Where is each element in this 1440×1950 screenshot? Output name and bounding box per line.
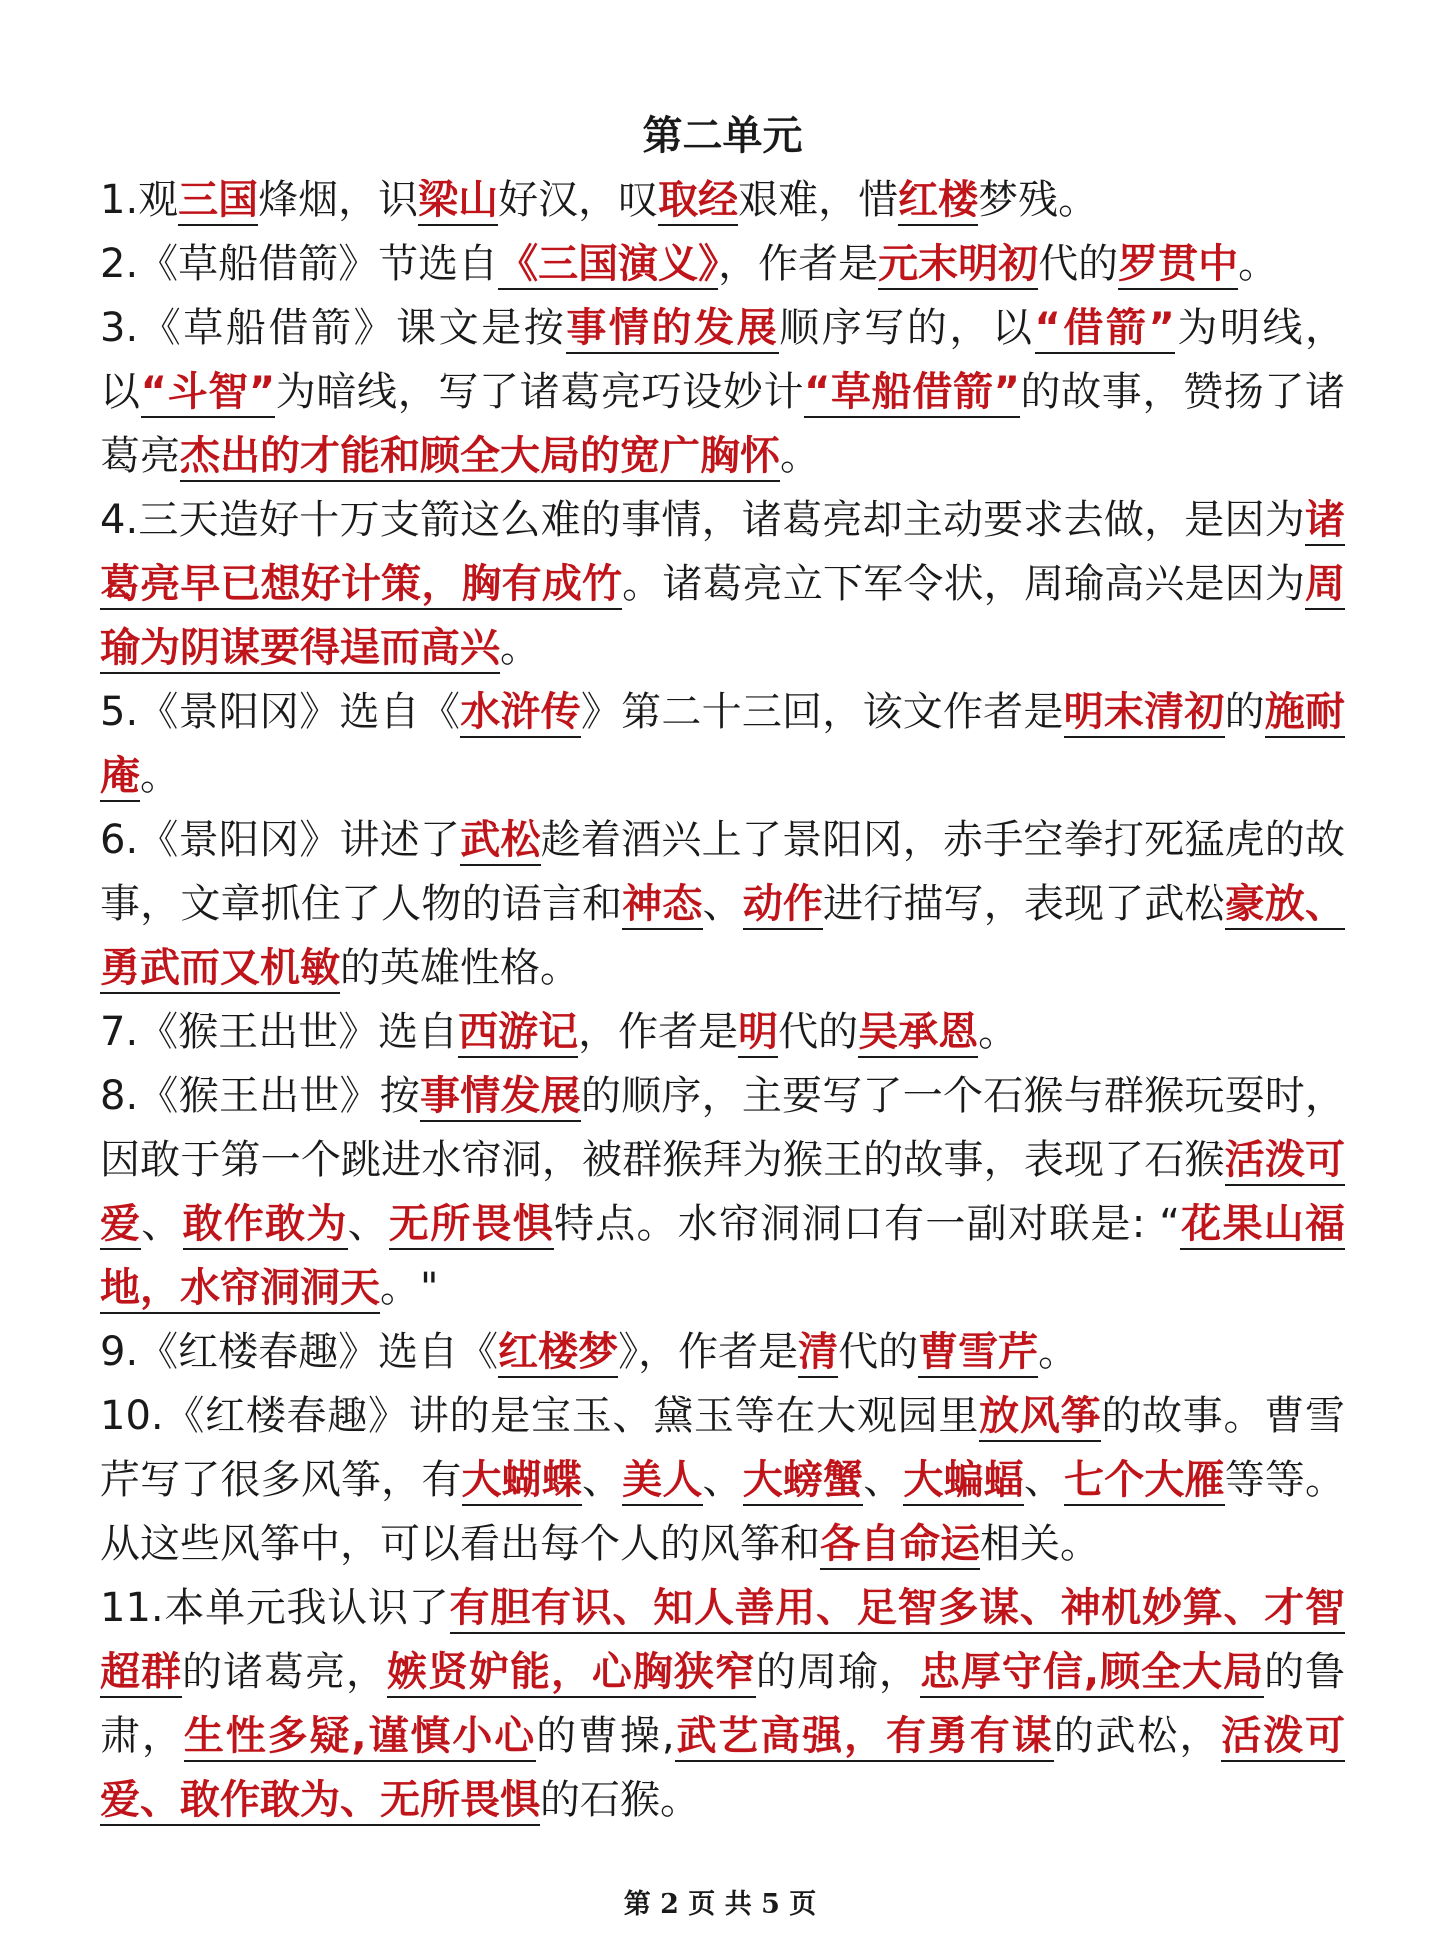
question-text: 、 (702, 881, 743, 927)
question-list (100, 168, 1345, 1832)
answer-fill: 明 (738, 1009, 778, 1058)
question-text: 4.三天造好十万支箭这么难的事情，诸葛亮却主动要求去做，是因为 (100, 497, 1305, 543)
answer-fill: 花果山福地，水帘洞洞天 (100, 1201, 1345, 1314)
answer-fill: 诸葛亮早已想好计策，胸有成竹 (100, 497, 1345, 610)
question-text: 7.《猴王出世》选自 (100, 1009, 459, 1055)
answer-fill: 周瑜为阴谋要得逞而高兴 (100, 561, 1345, 674)
question-text: 的鲁肃， (100, 1649, 1346, 1759)
answer-fill: 大蝙蝠 (903, 1457, 1024, 1506)
answer-fill: 水浒传 (460, 689, 581, 738)
question-text: 的英雄性格。 (340, 945, 580, 991)
answer-fill: 取经 (658, 177, 738, 226)
question-text: 、 (582, 1457, 623, 1503)
question-text: 、 (863, 1457, 904, 1503)
answer-fill: 三国 (178, 177, 258, 226)
question-text: 。 (500, 625, 540, 671)
answer-fill: “草船借箭” (804, 369, 1020, 418)
question-text: 顺序写的，以 (779, 305, 1035, 351)
answer-fill: 施耐庵 (100, 689, 1345, 802)
question-text: 、 (347, 1201, 389, 1247)
question-text: 为明线，以 (100, 305, 1346, 415)
question-text: 特点。水帘洞洞口有一副对联是: “ (554, 1201, 1180, 1247)
question-item-1 (100, 168, 1345, 232)
question-text: 、 (702, 1457, 743, 1503)
answer-fill: 神态 (622, 881, 702, 930)
question-text: 为暗线，写了诸葛亮巧设妙计 (275, 369, 805, 415)
answer-fill: 有胆有识、知人善用、足智多谋、神机妙算、才智超群 (100, 1585, 1345, 1698)
answer-fill: 忠厚守信,顾全大局 (920, 1649, 1264, 1698)
question-item-2 (100, 232, 1345, 296)
answer-fill: 吴承恩 (858, 1009, 978, 1058)
question-text: 的周瑜， (755, 1649, 920, 1695)
question-text: 代的 (838, 1329, 919, 1375)
question-text: 1.观 (100, 177, 179, 223)
question-text: 等等。从这些风筝中，可以看出每个人的风筝和 (100, 1457, 1346, 1567)
question-text: 进行描写，表现了武松 (823, 881, 1225, 927)
question-text: 的故事。曹雪芹写了很多风筝，有 (100, 1393, 1345, 1503)
question-item-4 (100, 488, 1345, 680)
answer-fill: 活泼可爱 (100, 1137, 1345, 1250)
question-text: 》第二十三回，该文作者是 (580, 689, 1064, 735)
question-text: ，作者是 (578, 1009, 739, 1055)
answer-fill: 元末明初 (878, 241, 1038, 290)
answer-fill: “借箭” (1035, 305, 1175, 354)
question-text: 代的 (778, 1009, 859, 1055)
answer-fill: 罗贯中 (1118, 241, 1238, 290)
answer-fill: 生性多疑,谨慎小心 (184, 1713, 536, 1762)
answer-fill: “斗智” (141, 369, 276, 418)
answer-fill: 红楼 (898, 177, 978, 226)
question-text: 。 (780, 433, 820, 479)
question-text: 11.本单元我认识了 (100, 1585, 450, 1631)
answer-fill: 敢作敢为 (183, 1201, 348, 1250)
question-text: 3.《草船借箭》课文是按 (100, 305, 567, 351)
answer-fill: 曹雪芹 (918, 1329, 1038, 1378)
answer-fill: 放风筝 (979, 1393, 1101, 1442)
answer-fill: 大螃蟹 (743, 1457, 864, 1506)
answer-fill: 七个大雁 (1064, 1457, 1225, 1506)
question-text: 。诸葛亮立下军令状，周瑜高兴是因为 (622, 561, 1306, 607)
question-text: 的石猴。 (540, 1777, 700, 1823)
question-text: 、 (141, 1201, 183, 1247)
answer-fill: 武艺高强，有勇有谋 (675, 1713, 1054, 1762)
question-item-6 (100, 808, 1345, 1000)
answer-fill: 豪放、勇武而又机敏 (100, 881, 1345, 994)
question-text: 6.《景阳冈》讲述了 (100, 817, 461, 863)
answer-fill: 大蝴蝶 (462, 1457, 583, 1506)
answer-fill: 动作 (743, 881, 823, 930)
page-footer: 第 2 页 共 5 页 (623, 1889, 817, 1920)
question-text: 。" (380, 1265, 439, 1311)
question-text: 的诸葛亮， (182, 1649, 387, 1695)
question-item-7 (100, 1000, 1345, 1064)
answer-fill: 杰出的才能和顾全大局的宽广胸怀 (180, 433, 780, 482)
question-text: 5.《景阳冈》选自《 (100, 689, 461, 735)
question-text: 的故事，赞扬了诸葛亮 (100, 369, 1346, 479)
answer-fill: 武松 (460, 817, 540, 866)
question-text: 。 (978, 1009, 1019, 1055)
question-item-9 (100, 1320, 1345, 1384)
question-text: 烽烟，识 (258, 177, 419, 223)
answer-fill: 事情发展 (420, 1073, 581, 1122)
question-text: 。 (1038, 1329, 1079, 1375)
answer-fill: 《三国演义》 (498, 241, 718, 290)
question-text: 。 (1238, 241, 1279, 287)
document-page (100, 104, 1345, 1832)
answer-fill: 梁山 (418, 177, 498, 226)
question-text: 。 (140, 753, 180, 799)
answer-fill: 事情的发展 (566, 305, 779, 354)
question-text: 的顺序，主要写了一个石猴与群猴玩耍时，因敢于第一个跳进水帘洞，被群猴拜为猴王的故事，表现了石猴 (100, 1073, 1346, 1183)
answer-fill: 无所畏惧 (389, 1201, 554, 1250)
question-text: 8.《猴王出世》按 (100, 1073, 420, 1119)
question-item-10 (100, 1384, 1345, 1576)
question-text: 的武松， (1053, 1713, 1222, 1759)
answer-fill: 活泼可爱、敢作敢为、无所畏惧 (100, 1713, 1345, 1826)
question-text: 好汉，叹 (498, 177, 659, 223)
answer-fill: 嫉贤妒能，心胸狭窄 (387, 1649, 756, 1698)
question-text: 的 (1224, 689, 1265, 735)
answer-fill: 美人 (622, 1457, 702, 1506)
question-item-3 (100, 296, 1345, 488)
question-text: 代的 (1038, 241, 1119, 287)
answer-fill: 西游记 (458, 1009, 578, 1058)
question-text: 、 (1023, 1457, 1065, 1503)
question-text: 》，作者是 (618, 1329, 799, 1375)
question-text: 相关。 (980, 1521, 1100, 1567)
question-text: 趁着酒兴上了景阳冈，赤手空拳打死猛虎的故事，文章抓住了人物的语言和 (100, 817, 1346, 927)
question-item-11 (100, 1576, 1345, 1832)
question-text: 艰难，惜 (738, 177, 899, 223)
question-item-8 (100, 1064, 1345, 1320)
question-item-5 (100, 680, 1345, 808)
question-text: 的曹操, (536, 1713, 675, 1759)
answer-fill: 各自命运 (820, 1521, 980, 1570)
question-text: 10.《红楼春趣》讲的是宝玉、黛玉等在大观园里 (100, 1393, 980, 1439)
question-text: 9.《红楼春趣》选自《 (100, 1329, 499, 1375)
question-text: 2.《草船借箭》节选自 (100, 241, 499, 287)
question-text: 梦残。 (978, 177, 1099, 223)
question-text: ，作者是 (718, 241, 879, 287)
answer-fill: 红楼梦 (498, 1329, 618, 1378)
answer-fill: 清 (798, 1329, 838, 1378)
unit-title: 第二单元 (642, 112, 803, 159)
answer-fill: 明末清初 (1064, 689, 1225, 738)
